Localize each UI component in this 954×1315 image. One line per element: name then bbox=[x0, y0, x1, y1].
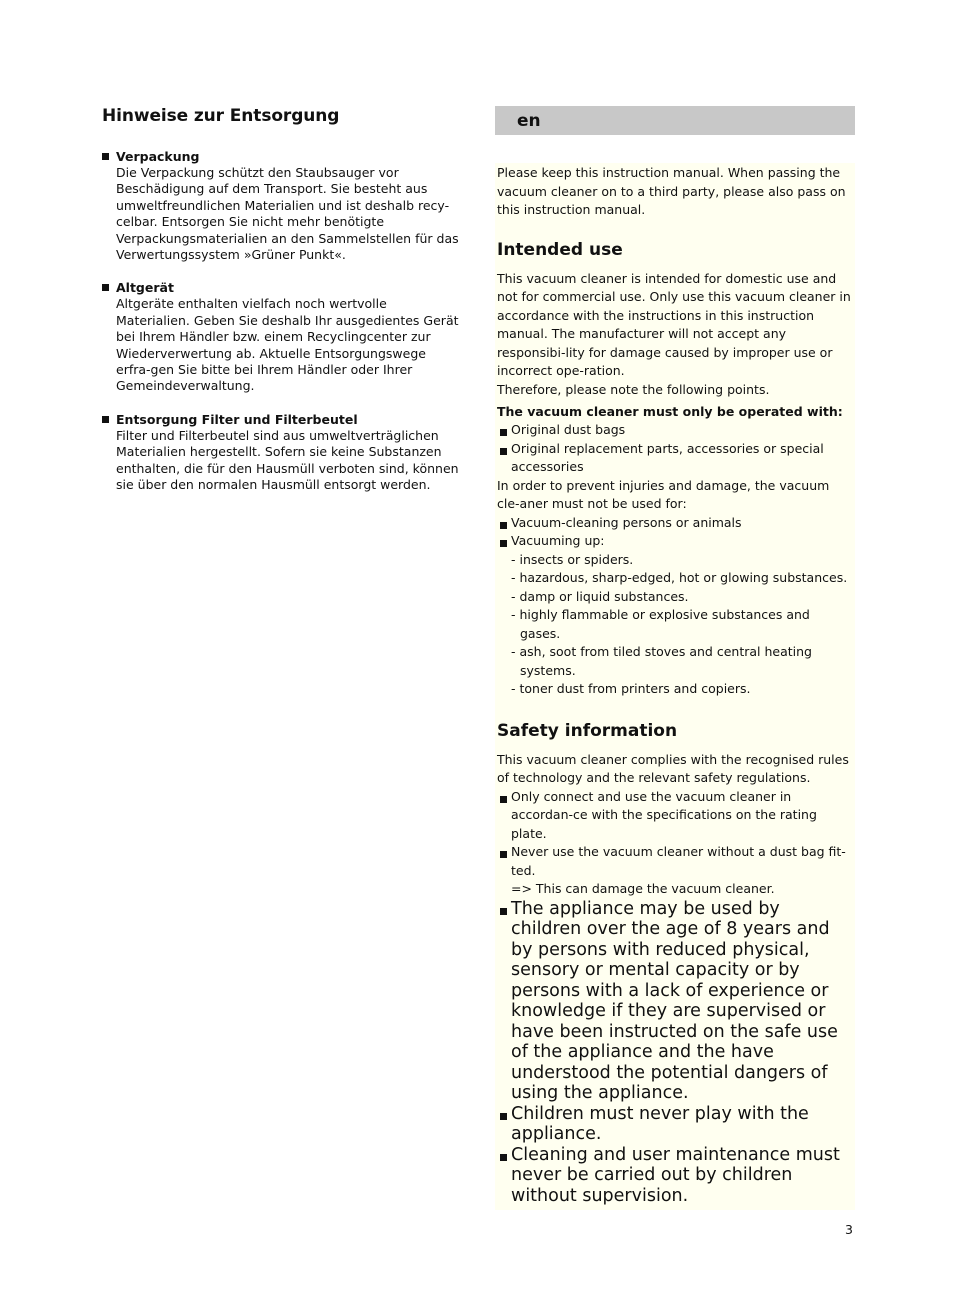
dash-item: - ash, soot from tiled stoves and central heating systems. bbox=[511, 644, 812, 678]
section-packaging bbox=[102, 149, 462, 263]
bullet-square-icon bbox=[102, 416, 109, 423]
bullet-square-icon bbox=[500, 448, 507, 455]
bullet-square-icon bbox=[500, 851, 507, 858]
english-column bbox=[495, 163, 855, 1210]
bullet-square-icon bbox=[102, 153, 109, 160]
safety-intro: This vacuum cleaner complies with the recognised rules of technology and the relevant safety regulations. bbox=[497, 751, 849, 785]
intended-use-text: This vacuum cleaner is intended for domestic use and not for commercial use. Only use this vacuum cleaner in accordance with the instructions in this instruction manual. The manufacturer will not accept any responsibi-lity for damage caused by improper use or incorrect ope-ration. bbox=[497, 270, 851, 378]
list-item: Original dust bags bbox=[497, 421, 853, 440]
section-body: Die Verpackung schützt den Staubsauger vor Beschädigung auf dem Transport. Sie besteht aus umweltfreundlichen Materialien und ist deshalb recy-celbar. Entsorgen Sie nicht mehr benötigte Verpackungsmaterialien an den Sammelstellen für das Verwertungssystem »Grüner Punkt«. bbox=[116, 165, 459, 263]
section-heading: Verpackung bbox=[116, 149, 200, 164]
disposal-column bbox=[102, 106, 462, 511]
dash-item: - insects or spiders. bbox=[511, 551, 634, 567]
dash-item: - damp or liquid substances. bbox=[511, 588, 689, 604]
large-list-item: The appliance may be used by children over the age of 8 years and by persons with reduced physical, sensory or mental capacity or by persons with a lack of experience or knowledge if they are supervised or have been instructed on the safe use of the appliance and the have understood the potential dangers of using the appliance. bbox=[497, 899, 853, 1104]
dash-item: - hazardous, sharp-edged, hot or glowing substances. bbox=[511, 570, 848, 585]
section-filter-disposal bbox=[102, 412, 462, 494]
dash-item: - highly flammable or explosive substances and gases. bbox=[511, 607, 810, 641]
section-body: Filter und Filterbeutel sind aus umweltverträglichen Materialien hergestellt. Sofern sie keine Substanzen enthalten, die für den Hausmüll verboten sind, können sie über den normalen Hausmüll entsorgt werden. bbox=[116, 427, 459, 493]
intro-text: Please keep this instruction manual. When passing the vacuum cleaner on to a third party, please also pass on this instruction manual. bbox=[497, 165, 846, 217]
bullet-square-icon bbox=[500, 1154, 507, 1161]
list-item: Never use the vacuum cleaner without a dust bag fit-ted. => This can damage the vacuum cleaner. bbox=[497, 843, 853, 899]
section-old-appliance bbox=[102, 280, 462, 394]
dash-item: - toner dust from printers and copiers. bbox=[511, 681, 751, 696]
bullet-square-icon bbox=[500, 540, 507, 547]
bullet-square-icon bbox=[500, 429, 507, 436]
page-number: 3 bbox=[845, 1222, 853, 1237]
intended-use-note: Therefore, please note the following points. bbox=[497, 381, 770, 397]
warning-note: => This can damage the vacuum cleaner. bbox=[511, 881, 775, 896]
prevent-injury-text: In order to prevent injuries and damage, the vacuum cle-aner must not be used for: bbox=[497, 477, 830, 511]
section-heading: Altgerät bbox=[116, 280, 174, 296]
section-body: Altgeräte enthalten vielfach noch wertvolle Materialien. Geben Sie deshalb Ihr ausgedientes Gerät bei Ihrem Händler bzw. einem Recyclingcenter zur Wiederverwertung ab. Aktuelle Entsorgungswege erfra-gen Sie bitte bei Ihrem Händler oder Ihrer Gemeindeverwaltung. bbox=[116, 296, 459, 394]
large-list-item: Children must never play with the appliance. bbox=[497, 1104, 853, 1145]
bullet-square-icon bbox=[102, 284, 109, 291]
language-code: en bbox=[517, 111, 541, 131]
disposal-title: Hinweise zur Entsorgung bbox=[102, 106, 340, 126]
bullet-square-icon bbox=[500, 908, 507, 915]
bullet-square-icon bbox=[500, 796, 507, 803]
intended-use-title: Intended use bbox=[497, 239, 623, 260]
dash-list bbox=[497, 551, 853, 699]
list-item: Original replacement parts, accessories or special accessories bbox=[497, 440, 853, 477]
bullet-square-icon bbox=[500, 1113, 507, 1120]
safety-title: Safety information bbox=[497, 720, 678, 741]
list-item: Vacuuming up: bbox=[497, 532, 853, 551]
list-item: Vacuum-cleaning persons or animals bbox=[497, 514, 853, 533]
operated-with-heading: The vacuum cleaner must only be operated with: bbox=[497, 404, 843, 419]
list-item: Only connect and use the vacuum cleaner in accordan-ce with the specifications on the rating plate. bbox=[497, 788, 853, 844]
section-heading: Entsorgung Filter und Filterbeutel bbox=[116, 411, 358, 427]
bullet-square-icon bbox=[500, 522, 507, 529]
language-bar bbox=[495, 106, 855, 135]
large-list-item: Cleaning and user maintenance must never be carried out by children without supervision. bbox=[497, 1145, 853, 1207]
